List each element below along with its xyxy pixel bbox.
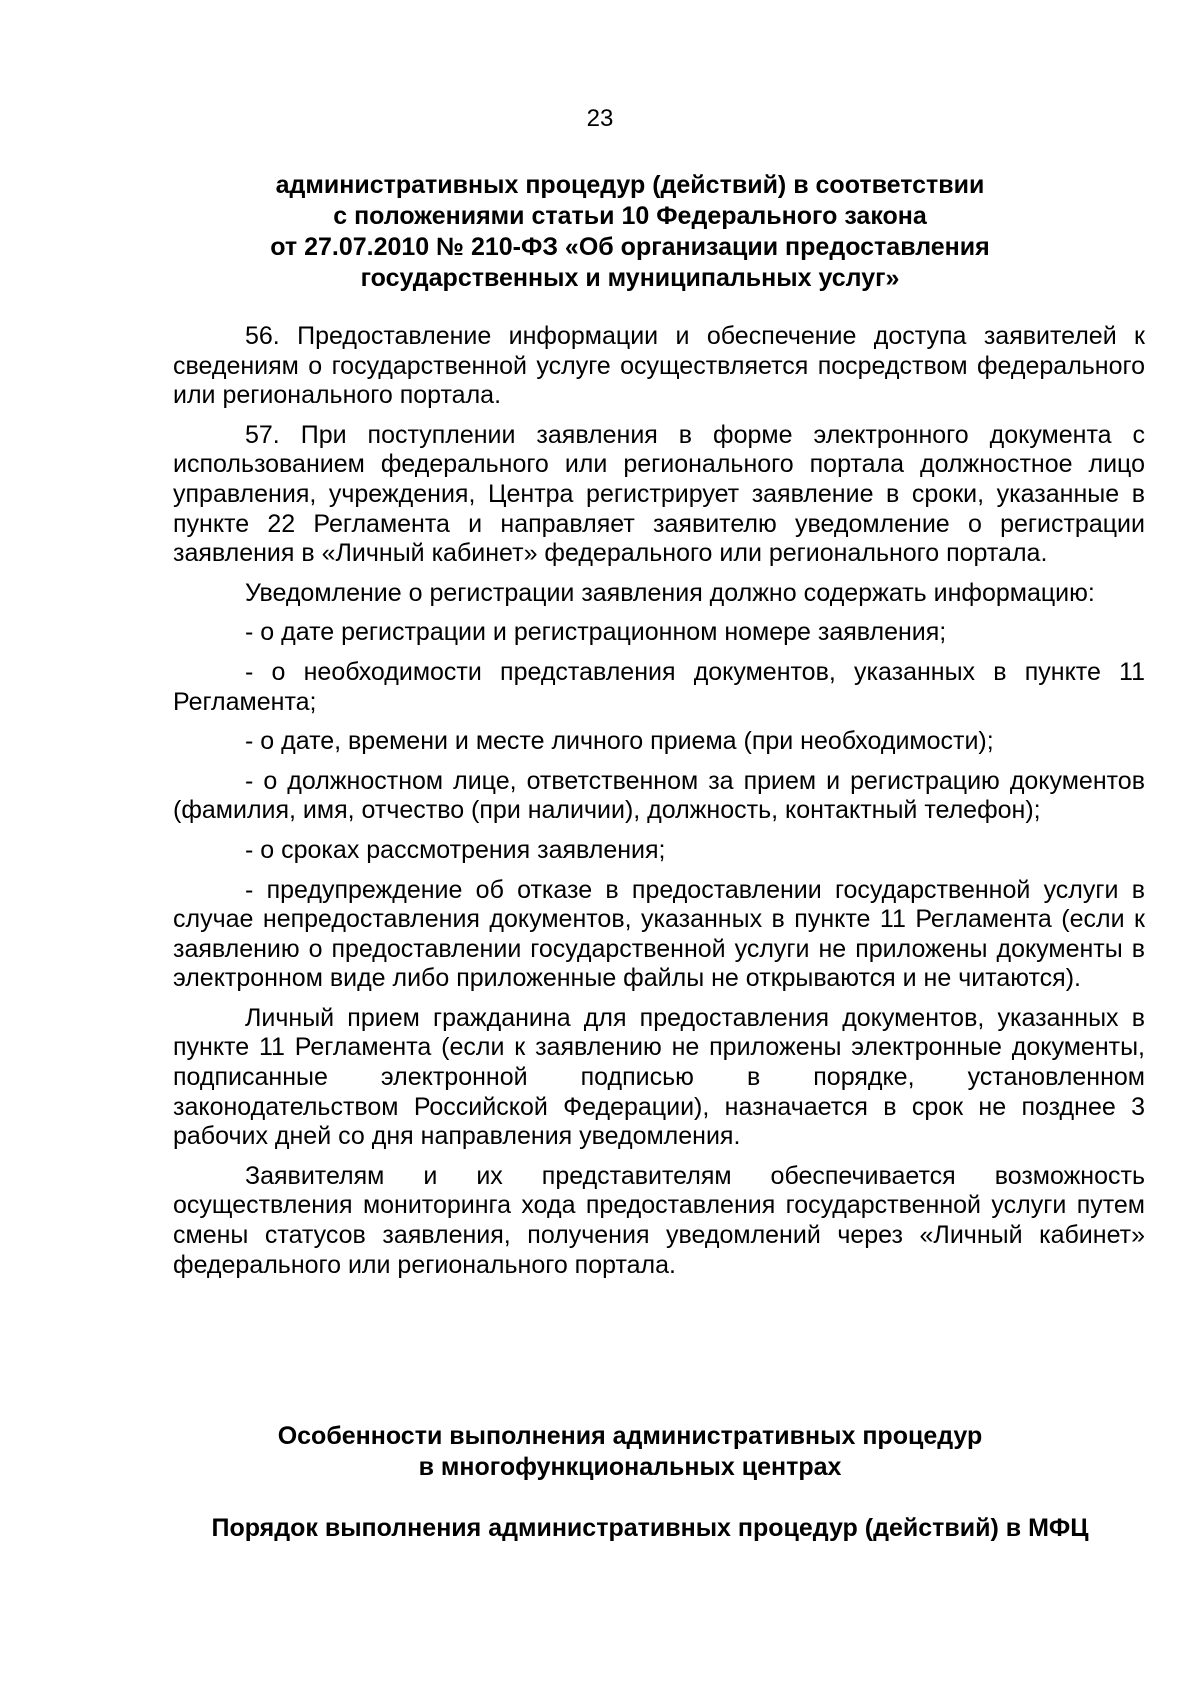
list-item: - о должностном лице, ответственном за прием и регистрацию документов (фамилия, имя, отчество (при наличии), должность, контактный телефон); <box>173 766 1145 825</box>
paragraph-56: 56. Предоставление информации и обеспечение доступа заявителей к сведениям о государственной услуге осуществляется посредством федерального или регионального портала. <box>173 322 1145 410</box>
section-heading <box>190 1421 1070 1483</box>
page-number: 23 <box>586 105 614 132</box>
heading-top-line: с положениями статьи 10 Федерального закона <box>333 202 927 230</box>
list-item: - о необходимости представления документов, указанных в пункте 11 Регламента; <box>173 657 1145 716</box>
heading-top <box>190 170 1070 294</box>
paragraph-monitoring: Заявителям и их представителям обеспечивается возможность осуществления мониторинга хода предоставления государственной услуги путем смены статусов заявления, получения уведомлений через «Личный кабинет» федерального или регионального портала. <box>173 1161 1145 1279</box>
subsection-heading: Порядок выполнения административных процедур (действий) в МФЦ <box>211 1514 1089 1542</box>
heading-top-line: административных процедур (действий) в соответствии <box>275 171 985 199</box>
heading-top-line: от 27.07.2010 № 210-ФЗ «Об организации предоставления <box>270 233 990 261</box>
paragraph-57: 57. При поступлении заявления в форме электронного документа с использованием федерального или регионального портала должностное лицо управления, учреждения, Центра регистрирует заявление в сроки, указанные в пункте 22 Регламента и направляет заявителю уведомление о регистрации заявления в «Личный кабинет» федерального или регионального портала. <box>173 420 1145 568</box>
list-item: - о дате, времени и месте личного приема (при необходимости); <box>245 727 994 756</box>
paragraph-personal-reception: Личный прием гражданина для предоставления документов, указанных в пункте 11 Регламента (если к заявлению не приложены электронные документы, подписанные электронной подписью в порядке, установленном законодательством Российской Федерации), назначается в срок не позднее 3 рабочих дней со дня направления уведомления. <box>173 1003 1145 1151</box>
heading-top-line: государственных и муниципальных услуг» <box>360 264 900 292</box>
section-heading-line: в многофункциональных центрах <box>418 1453 842 1481</box>
list-item: - о дате регистрации и регистрационном номере заявления; <box>245 618 947 647</box>
list-item: - о сроках рассмотрения заявления; <box>245 835 666 864</box>
body-text <box>173 322 1145 1290</box>
section-heading-line: Особенности выполнения административных процедур <box>277 1422 983 1450</box>
paragraph-notification-intro: Уведомление о регистрации заявления должно содержать информацию: <box>245 578 1095 607</box>
list-item: - предупреждение об отказе в предоставлении государственной услуги в случае непредоставления документов, указанных в пункте 11 Регламента (если к заявлению о предоставлении государственной услуги не приложены документы в электронном виде либо приложенные файлы не открываются и не читаются). <box>173 875 1145 993</box>
